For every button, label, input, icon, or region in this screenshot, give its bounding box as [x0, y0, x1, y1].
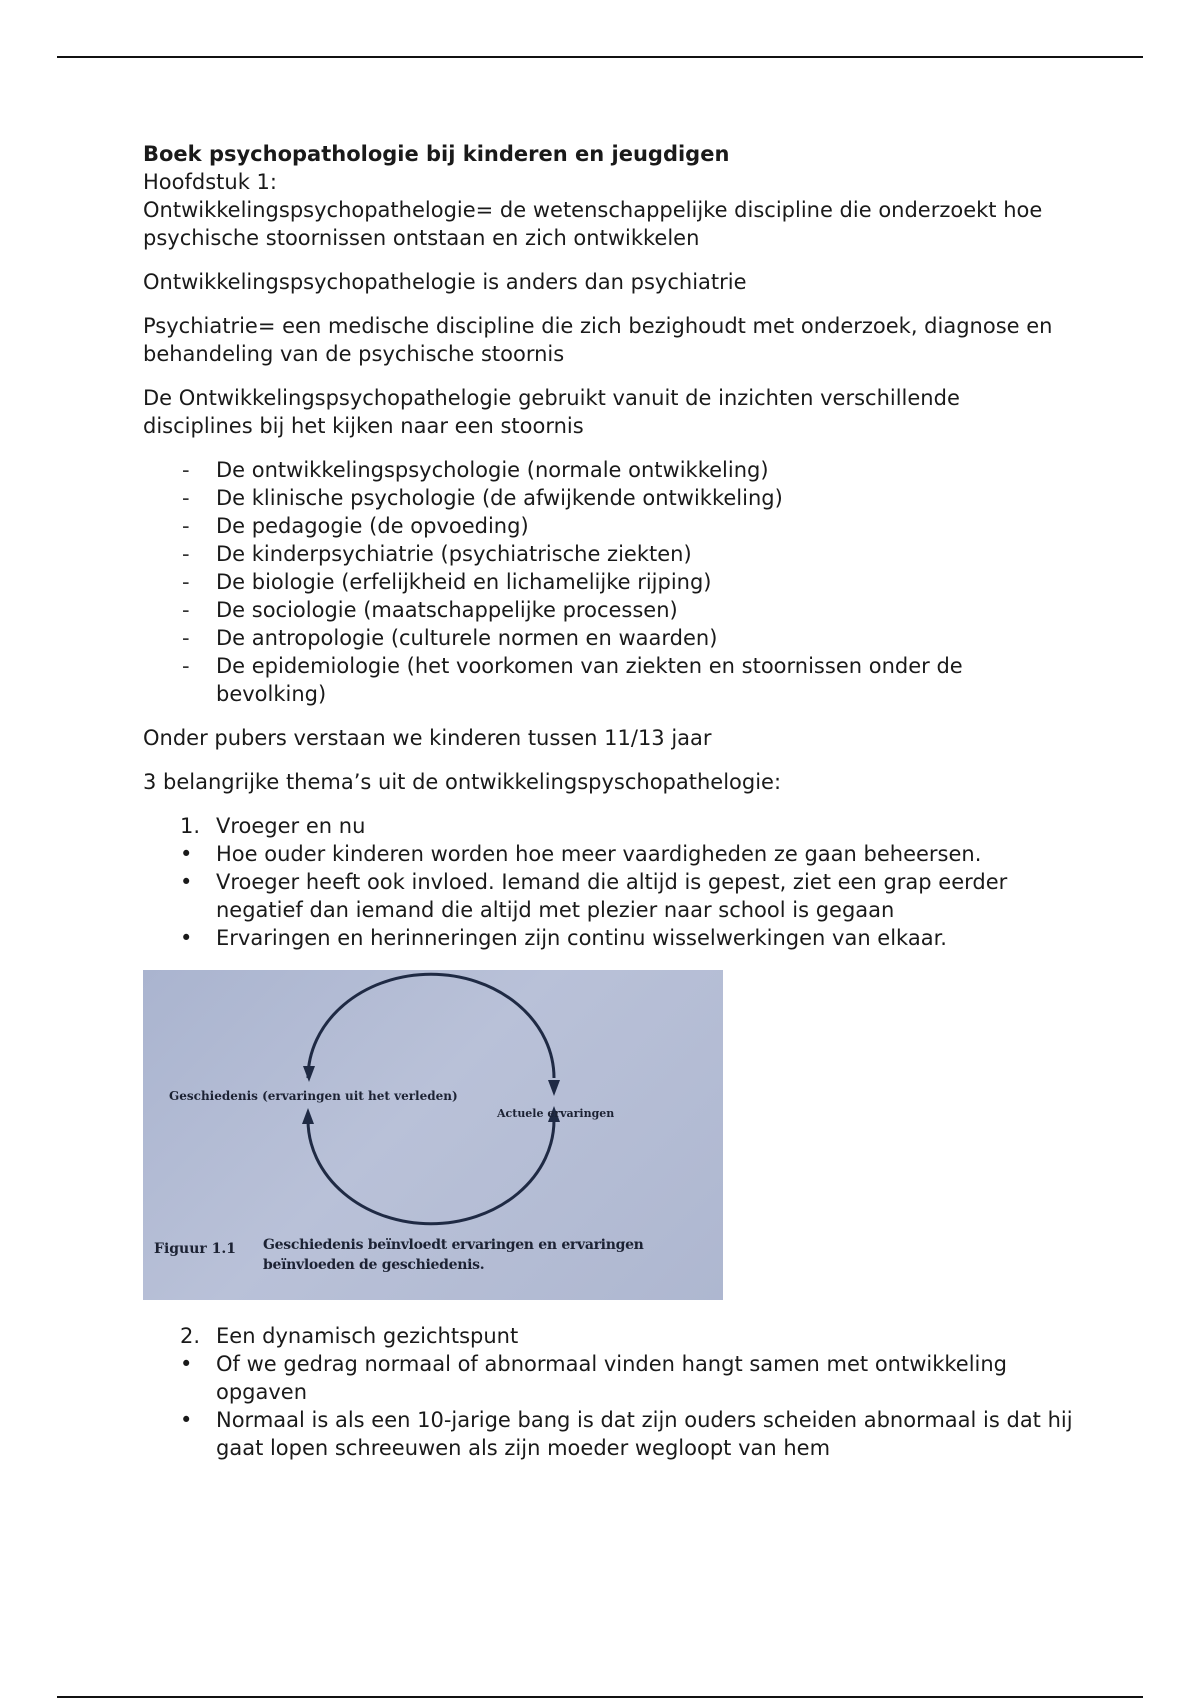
dash-marker: -: [182, 542, 190, 566]
dash-marker: -: [182, 570, 190, 594]
arrow-head-left-down: [303, 1066, 315, 1082]
figure-label-history: Geschiedenis (ervaringen uit het verleden): [169, 1089, 458, 1103]
bullet-marker: •: [180, 870, 193, 894]
list-item: - De klinische psychologie (de afwijkende ontwikkeling): [182, 486, 783, 510]
paragraph-psychiatry: Psychiatrie= een medische discipline die zich bezighoudt met onderzoek, diagnose en behandeling van de psychische stoornis: [143, 314, 1053, 366]
list-item: • Vroeger heeft ook invloed. Iemand die altijd is gepest, ziet een grap eerder negatief dan iemand die altijd met plezier naar school is gegaan: [180, 870, 1008, 922]
bullet-marker: •: [180, 926, 193, 950]
bullet-marker: •: [180, 1408, 193, 1432]
upper-arc: [308, 974, 554, 1078]
paragraph-pubers: Onder pubers verstaan we kinderen tussen 11/13 jaar: [143, 726, 712, 750]
document-title: Boek psychopathologie bij kinderen en jeugdigen: [143, 142, 730, 166]
bullet-marker: •: [180, 1352, 193, 1376]
dash-marker: -: [182, 626, 190, 650]
dash-marker: -: [182, 598, 190, 622]
list-item: - De antropologie (culturele normen en waarden): [182, 626, 718, 650]
list-number: 2.: [180, 1324, 201, 1348]
theme-title: 1. Vroeger en nu: [180, 814, 366, 838]
list-item: • Ervaringen en herinneringen zijn continu wisselwerkingen van elkaar.: [180, 926, 947, 950]
header-rule: [57, 56, 1143, 58]
theme-1-list: [143, 812, 1073, 952]
figure-cycle-image: [143, 970, 723, 1300]
arrow-head-right-down: [548, 1080, 560, 1096]
footer-rule: [57, 1696, 1143, 1698]
theme-title: 2. Een dynamisch gezichtspunt: [180, 1324, 519, 1348]
figure-label-current: Actuele ervaringen: [497, 1107, 615, 1120]
list-item: • Of we gedrag normaal of abnormaal vinden hangt samen met ontwikkeling opgaven: [180, 1352, 1008, 1404]
list-item: - De sociologie (maatschappelijke processen): [182, 598, 678, 622]
list-item: • Hoe ouder kinderen worden hoe meer vaardigheden ze gaan beheersen.: [180, 842, 982, 866]
list-number: 1.: [180, 814, 201, 838]
list-item: - De ontwikkelingspsychologie (normale ontwikkeling): [182, 458, 769, 482]
lower-arc: [308, 1120, 554, 1224]
arrow-head-left-up: [302, 1108, 314, 1124]
dash-marker: -: [182, 514, 190, 538]
dash-marker: -: [182, 458, 190, 482]
theme-2-list: [143, 1322, 1073, 1462]
bullet-marker: •: [180, 842, 193, 866]
paragraph-definition: Ontwikkelingspsychopathelogie= de wetenschappelijke discipline die onderzoekt hoe psychische stoornissen ontstaan en zich ontwikkelen: [143, 198, 1043, 250]
list-item: - De kinderpsychiatrie (psychiatrische ziekten): [182, 542, 692, 566]
list-item: - De epidemiologie (het voorkomen van ziekten en stoornissen onder de bevolking): [182, 654, 963, 706]
dash-marker: -: [182, 486, 190, 510]
list-item: - De biologie (erfelijkheid en lichamelijke rijping): [182, 570, 712, 594]
paragraph-comparison: Ontwikkelingspsychopathelogie is anders dan psychiatrie: [143, 270, 747, 294]
list-item: - De pedagogie (de opvoeding): [182, 514, 529, 538]
dash-marker: -: [182, 654, 190, 678]
chapter-label: Hoofdstuk 1:: [143, 170, 277, 194]
list-item: • Normaal is als een 10-jarige bang is dat zijn ouders scheiden abnormaal is dat hij gaat lopen schreeuwen als zijn moeder wegloopt van hem: [180, 1408, 1073, 1460]
paragraph-themes-intro: 3 belangrijke thema’s uit de ontwikkelingspyschopathelogie:: [143, 770, 782, 794]
paragraph-disciplines-intro: De Ontwikkelingspsychopathelogie gebruikt vanuit de inzichten verschillende disciplines bij het kijken naar een stoornis: [143, 386, 960, 438]
disciplines-list: [143, 456, 1073, 708]
document-body: [143, 140, 1073, 1478]
figure-caption-label: Figuur 1.1: [154, 1241, 237, 1257]
figure-caption-text: Geschiedenis beïnvloedt ervaringen en ervaringen beïnvloeden de geschiedenis.: [263, 1237, 644, 1273]
